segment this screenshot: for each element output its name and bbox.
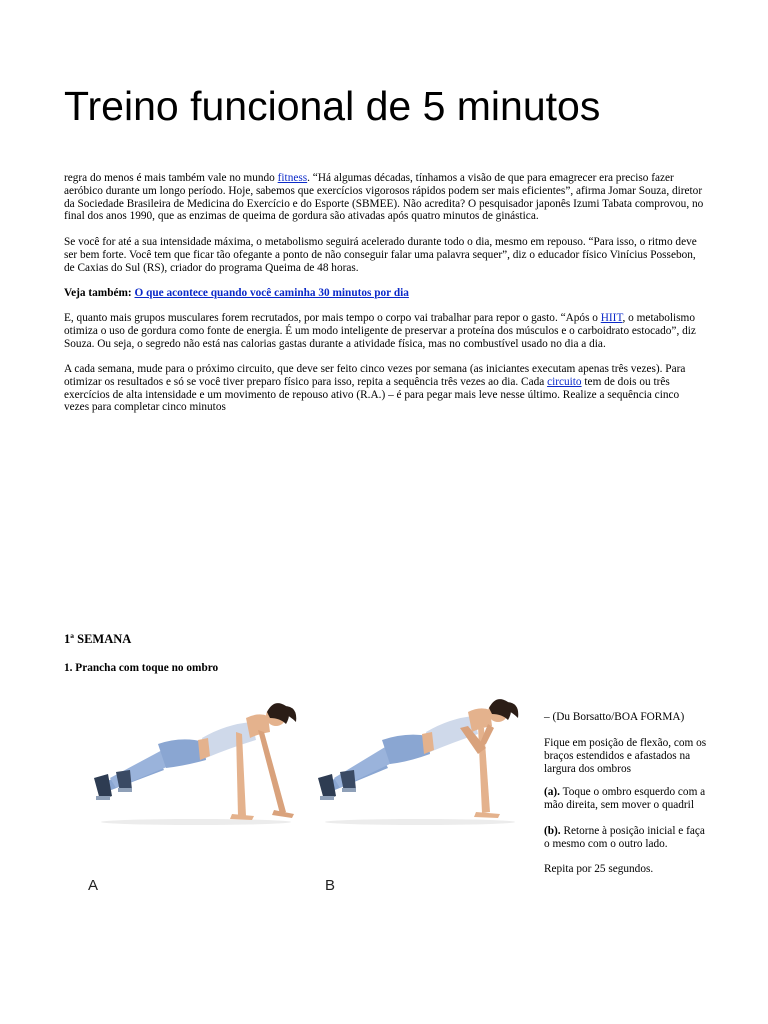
instruction-step-a bbox=[544, 786, 708, 812]
paragraph-circuit-text-2: tem de dois ou três exercícios de alta intensidade e um movimento de repouso ativo (R.A.) – é para pegar mais leve nesse último. Realize a sequência cinco vezes para completar cinco minutos bbox=[64, 375, 680, 414]
circuito-link[interactable]: circuito bbox=[547, 375, 582, 388]
step-b-label: (b). bbox=[544, 825, 561, 837]
see-also-label: Veja também: bbox=[64, 287, 132, 299]
hiit-link[interactable]: HIIT bbox=[600, 312, 623, 324]
exercise-heading: 1. Prancha com toque no ombro bbox=[64, 662, 219, 674]
image-credit: – (Du Borsatto/BOA FORMA) bbox=[544, 711, 685, 723]
paragraph-muscles-text-2: , o metabolismo otimiza o uso de gordura como fonte de energia. É um modo inteligente de preservar a proteína dos músculos e o carboidrato estocado”, diz Souza. Ou seja, o segredo não está nas calorias gastas durante a atividade física, mas no combustível usado no dia a dia. bbox=[64, 312, 696, 350]
paragraph-muscles bbox=[64, 312, 704, 350]
plank-woman-b-illustration bbox=[310, 692, 530, 832]
paragraph-circuit bbox=[64, 363, 704, 414]
plank-figure-b bbox=[310, 692, 530, 832]
step-a-text: Toque o ombro esquerdo com a mão direita, sem mover o quadril bbox=[544, 786, 706, 811]
page-title: Treino funcional de 5 minutos bbox=[64, 83, 601, 129]
week-heading: 1ª SEMANA bbox=[64, 632, 132, 646]
figure-label-b: B bbox=[325, 877, 336, 894]
paragraph-intro bbox=[64, 172, 704, 223]
plank-figure-a bbox=[86, 692, 306, 832]
paragraph-intensity: Se você for até a sua intensidade máxima, o metabolismo seguirá acelerado durante todo o dia, mesmo em repouso. “Para isso, o ritmo deve ser bem forte. Você tem que ficar tão ofegante a ponto de não conseguir falar uma palavra sequer”, diz o educador físico Vinícius Possebon, de Caxias do Sul (RS), criador do programa Queima de 48 horas. bbox=[64, 236, 697, 274]
instruction-step-b bbox=[544, 825, 708, 851]
paragraph-muscles-text-1: E, quanto mais grupos musculares forem recrutados, por mais tempo o corpo vai trabalhar para repor o gasto. “Após o bbox=[64, 312, 601, 324]
see-also-link[interactable]: O que acontece quando você caminha 30 minutos por dia bbox=[134, 287, 409, 299]
paragraph-circuit-text-1: A cada semana, mude para o próximo circuito, que deve ser feito cinco vezes por semana (as iniciantes executam apenas três vezes). Para otimizar os resultados e só se você tiver preparo físico para isso, repita a sequência três vezes ao dia. Cada bbox=[64, 363, 686, 388]
step-b-text: Retorne à posição inicial e faça o mesmo com o outro lado. bbox=[544, 825, 705, 850]
repeat-instruction: Repita por 25 segundos. bbox=[544, 863, 654, 875]
paragraph-intro-text-2: . “Há algumas décadas, tínhamos a visão de que para emagrecer era preciso fazer aeróbico durante um longo período. Hoje, sabemos que exercícios vigorosos rápidos podem ser mais eficientes”, afirma Jomar Souza, diretor da Sociedade Brasileira de Medicina do Exercício e do Esporte (SBMEE). Não acredita? O pesquisador japonês Izumi Tabata comprovou, no final dos anos 1990, que as enzimas de queima de gordura são ativadas após quatro minutos de ginástica. bbox=[64, 172, 704, 223]
plank-woman-a-illustration bbox=[86, 692, 306, 832]
see-also-line bbox=[64, 287, 704, 300]
step-a-label: (a). bbox=[544, 786, 560, 798]
paragraph-intro-text-1: regra do menos é mais também vale no mundo bbox=[64, 172, 278, 184]
fitness-link[interactable]: fitness bbox=[277, 172, 308, 184]
figure-label-a: A bbox=[88, 877, 99, 894]
instruction-start: Fique em posição de flexão, com os braços estendidos e afastados na largura dos ombros bbox=[544, 737, 707, 775]
